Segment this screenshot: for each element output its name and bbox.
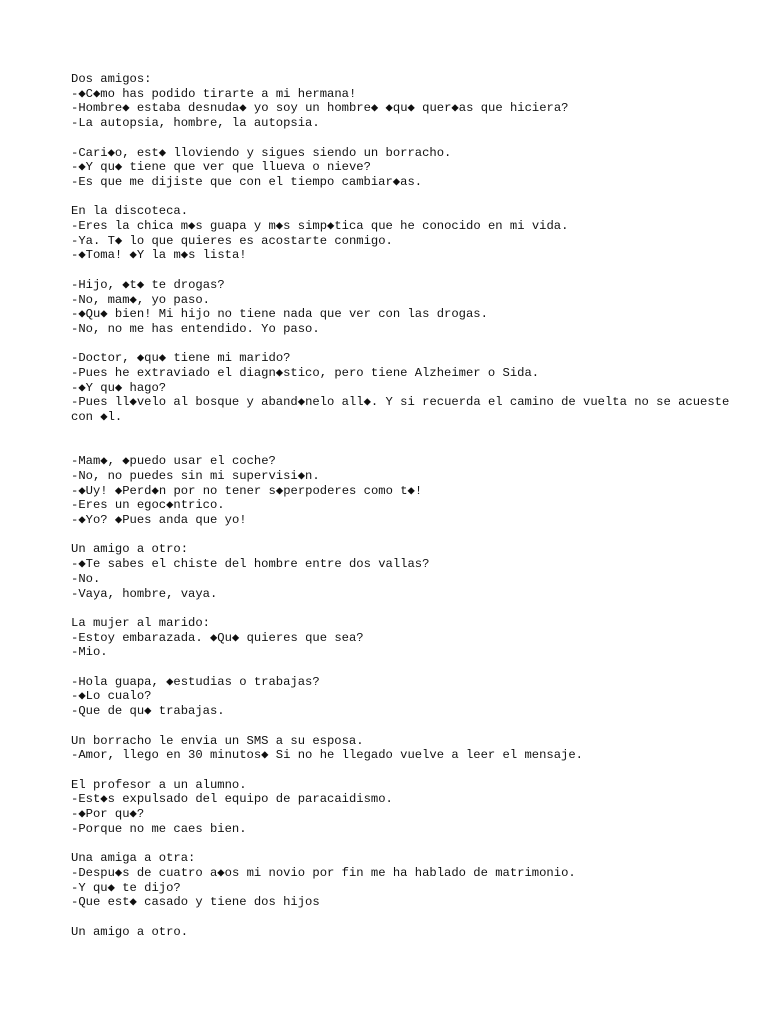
text-line: -Es que me dijiste que con el tiempo cambiar◆as. (71, 174, 423, 189)
text-line: Una amiga a otra: (71, 851, 196, 866)
text-line: La mujer al marido: (71, 615, 210, 630)
text-line: -Pues he extraviado el diagn◆stico, pero tiene Alzheimer o Sida. (71, 366, 540, 380)
text-line: -Que de qu◆ trabajas. (71, 704, 225, 719)
joke-block-10 (71, 734, 751, 763)
text-line: -No, no puedes sin mi supervisi◆n. (71, 468, 320, 483)
text-line: -◆C◆mo has podido tirarte a mi hermana! (71, 86, 357, 101)
text-line: -Ya. T◆ lo que quieres es acostarte conmigo. (71, 233, 393, 248)
joke-block-8 (71, 616, 751, 660)
text-line: -Que est◆ casado y tiene dos hijos (71, 895, 320, 910)
text-line: Un amigo a otro: (71, 542, 189, 557)
text-line: -◆Y qu◆ tiene que ver que llueva o nieve? (71, 160, 371, 175)
text-line: -No. (71, 571, 101, 586)
text-line: -Pues ll◆velo al bosque y aband◆nelo all◆. Y si recuerda el camino de vuelta no se acueste con ◆l. (71, 395, 737, 425)
text-line: -◆Por qu◆? (71, 807, 145, 821)
text-line: -Eres la chica m◆s guapa y m◆s simp◆tica que he conocido en mi vida. (71, 219, 569, 233)
text-line: En la discoteca. (71, 204, 189, 219)
text-line: Un borracho le envia un SMS a su esposa. (71, 733, 364, 748)
text-line: -Hombre◆ estaba desnuda◆ yo soy un hombre◆ ◆qu◆ quer◆as que hiciera? (71, 101, 569, 116)
text-line: -◆Lo cualo? (71, 689, 152, 704)
joke-block-9 (71, 675, 751, 719)
text-line: -◆Yo? ◆Pues anda que yo! (71, 513, 247, 528)
text-line: -Hola guapa, ◆estudias o trabajas? (71, 674, 320, 689)
joke-block-7 (71, 542, 751, 601)
joke-block-6 (71, 454, 751, 528)
joke-block-12 (71, 851, 751, 910)
joke-block-11 (71, 778, 751, 837)
text-line: -Despu◆s de cuatro a◆os mi novio por fin me ha hablado de matrimonio. (71, 865, 576, 880)
text-line: -Doctor, ◆qu◆ tiene mi marido? (71, 351, 291, 366)
text-line: -Porque no me caes bien. (71, 821, 247, 836)
text-line: -Y qu◆ te dijo? (71, 880, 181, 895)
text-line: -Est◆s expulsado del equipo de paracaidismo. (71, 792, 393, 807)
text-line: -◆Uy! ◆Perd◆n por no tener s◆perpoderes como t◆! (71, 483, 423, 498)
text-line: Un amigo a otro. (71, 924, 189, 939)
text-line: -No, mam◆, yo paso. (71, 292, 210, 307)
text-line: Dos amigos: (71, 72, 152, 86)
text-line: -Vaya, hombre, vaya. (71, 586, 218, 601)
text-line: -Eres un egoc◆ntrico. (71, 498, 225, 513)
joke-block-2 (71, 146, 751, 190)
text-line: -Mio. (71, 645, 108, 660)
text-line: -Estoy embarazada. ◆Qu◆ quieres que sea? (71, 630, 364, 645)
document-page (71, 72, 751, 954)
text-line: El profesor a un alumno. (71, 777, 247, 792)
text-line: -Hijo, ◆t◆ te drogas? (71, 277, 225, 292)
joke-block-1 (71, 72, 751, 131)
text-line: -◆Qu◆ bien! Mi hijo no tiene nada que ver con las drogas. (71, 307, 488, 322)
text-line: -No, no me has entendido. Yo paso. (71, 321, 320, 336)
text-line: -Amor, llego en 30 minutos◆ Si no he llegado vuelve a leer el mensaje. (71, 748, 583, 763)
text-line: -Mam◆, ◆puedo usar el coche? (71, 454, 276, 469)
text-line: -◆Te sabes el chiste del hombre entre dos vallas? (71, 557, 430, 572)
text-line: -La autopsia, hombre, la autopsia. (71, 116, 320, 131)
joke-block-4 (71, 278, 751, 337)
text-line: -Cari◆o, est◆ lloviendo y sigues siendo un borracho. (71, 145, 452, 160)
joke-block-3 (71, 204, 751, 263)
joke-block-5 (71, 351, 751, 425)
text-line: -◆Toma! ◆Y la m◆s lista! (71, 248, 247, 263)
text-line: -◆Y qu◆ hago? (71, 380, 167, 395)
joke-block-13 (71, 925, 751, 940)
